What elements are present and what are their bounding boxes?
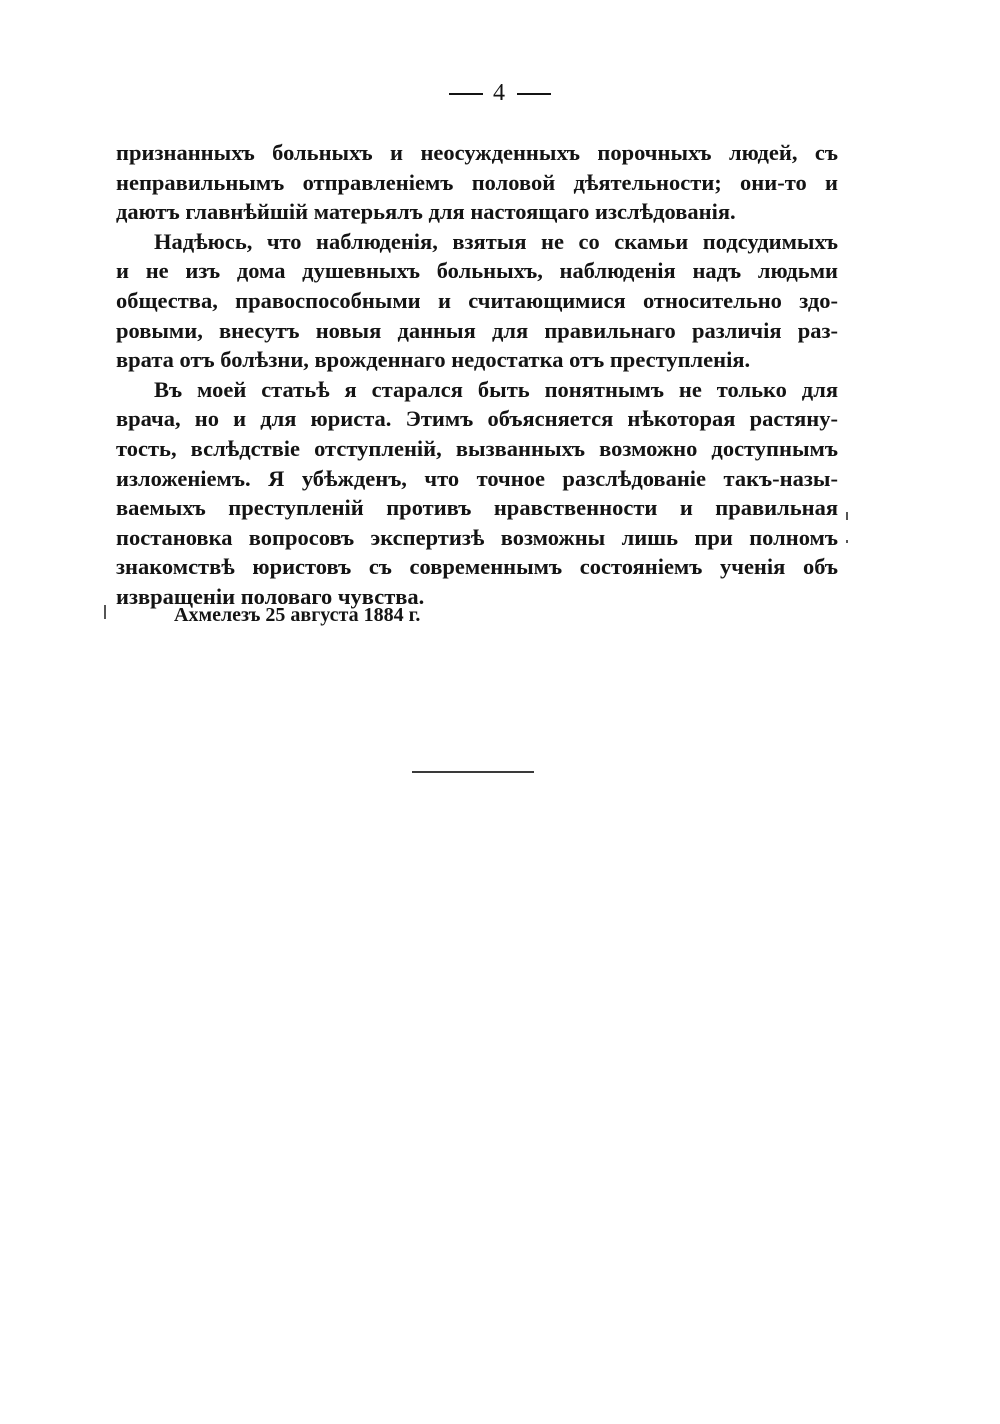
scan-speck: [104, 605, 106, 619]
text-line: ваемыхъ преступленій противъ нравственности и правильная: [116, 495, 838, 521]
text-line: врача, но и для юриста. Этимъ объясняется нѣкоторая растяну-: [116, 406, 838, 432]
text-line: извращеніи половаго чувства.: [116, 583, 425, 609]
page-number-dash-left: [449, 93, 483, 95]
scan-speck: [846, 512, 848, 520]
scan-speck: [846, 540, 848, 543]
text-line: знакомствѣ юристовъ съ современнымъ состояніемъ ученія объ: [116, 554, 838, 580]
page-number-value: 4: [493, 80, 507, 106]
text-line: постановка вопросовъ экспертизѣ возможны лишь при полномъ: [116, 524, 838, 550]
text-line: Въ моей статьѣ я старался быть понятнымъ не только для: [154, 376, 838, 402]
text-line: неправильнымъ отправленіемъ половой дѣятельности; они-то и: [116, 169, 838, 195]
text-line: общества, правоспособными и считающимися относительно здо-: [116, 287, 838, 313]
place-date-signature: Ахмелезъ 25 августа 1884 г.: [174, 604, 421, 626]
text-line: изложеніемъ. Я убѣжденъ, что точное разслѣдованіе такъ-назы-: [116, 465, 838, 491]
text-line: и не изъ дома душевныхъ больныхъ, наблюденія надъ людьми: [116, 258, 838, 284]
page-number: [0, 80, 1000, 107]
text-line: тость, вслѣдствіе отступленій, вызванныхъ возможно доступнымъ: [116, 435, 838, 461]
text-line: ровыми, внесутъ новыя данныя для правильнаго различія раз-: [116, 317, 838, 343]
text-line: Надѣюсь, что наблюденія, взятыя не со скамьи подсудимыхъ: [154, 228, 838, 254]
page-number-dash-right: [517, 93, 551, 95]
text-line: признанныхъ больныхъ и неосужденныхъ порочныхъ людей, съ: [116, 140, 838, 165]
text-line: даютъ главнѣйшій матерьялъ для настоящаго изслѣдованія.: [116, 199, 736, 225]
body-text: [116, 138, 838, 612]
text-line: врата отъ болѣзни, врожденнаго недостатка отъ преступленія.: [116, 347, 751, 373]
end-rule: [412, 771, 534, 773]
